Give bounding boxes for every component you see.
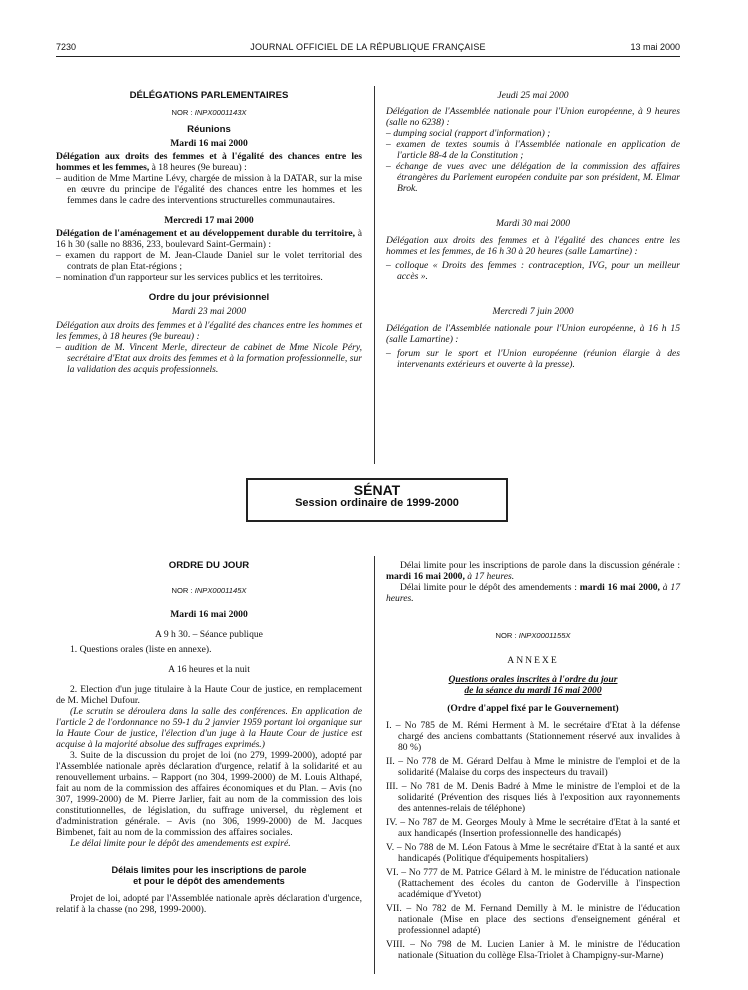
agenda-point: 1. Questions orales (liste en annexe). [70,644,212,655]
meeting-date: Mardi 16 mai 2000 [170,138,248,149]
annexe-column [386,560,680,964]
reunions-heading: Réunions [187,124,231,135]
nor-reference: NOR : INPX0001145X [171,586,247,595]
agenda-point: 2. Election d'un juge titulaire à la Haute Cour de justice, en remplacement de M. Michel Dufour. [56,684,362,706]
question-item: II. – No 778 de M. Gérard Delfau à Mme le ministre de l'emploi et de la solidarité (Malaise du corps des inspecteurs du travail) [386,756,680,778]
delegations-right-column [386,90,680,370]
delai-paragraph: Délai limite pour les inscriptions de parole dans la discussion générale : mardi 16 mai 2000, à 17 heures. [386,560,680,582]
meeting-date: Mardi 30 mai 2000 [496,218,570,229]
agenda-item: – colloque « Droits des femmes : contraception, IVG, pour un meilleur accès ». [386,260,680,282]
question-item: I. – No 785 de M. Rémi Herment à M. le secrétaire d'Etat à la défense chargé des anciens combattants (Stationnement réservé aux invalides à 80 %) [386,720,680,753]
meeting-text: Délégation aux droits des femmes et à l'égalité des chances entre les hommes et les femmes, à 18 heures (9e bureau) : [56,320,362,342]
question-item: VII. – No 782 de M. Fernand Demilly à M. le ministre de l'éducation nationale (Mise en place des sections d'enseignement général et professionnel adapté) [386,903,680,936]
delais-heading: et pour le dépôt des amendements [133,876,285,886]
nor-reference: NOR : INPX0001143X [171,108,247,117]
delegations-left-column [56,90,362,375]
meeting-date: Mercredi 7 juin 2000 [492,306,574,317]
delais-text: Projet de loi, adopté par l'Assemblée nationale après déclaration d'urgence, relatif à la chasse (no 298, 1999-2000). [56,893,362,915]
question-item: III. – No 781 de M. Denis Badré à Mme le ministre de l'emploi et de la solidarité (Prévention des risques liés à l'exposition aux rayonnements des antennes-relais de téléphone) [386,781,680,814]
session-date: Mardi 16 mai 2000 [170,609,248,620]
meeting-text: Délégation aux droits des femmes et à l'égalité des chances entre les hommes et les femmes, de 16 h 30 à 20 heures (salle Lamartine) : [386,235,680,257]
question-item: VIII. – No 798 de M. Lucien Lanier à M. le ministre de l'éducation nationale (Situation du collège Elsa-Triolet à Champigny-sur-Marne) [386,939,680,961]
questions-list [386,720,680,961]
agenda-item: – dumping social (rapport d'information) ; [386,128,680,139]
column-divider-bottom [374,556,375,974]
nor-reference: NOR : INPX0001155X [495,631,571,640]
agenda-item: – échange de vues avec une délégation de la commission des affaires étrangères du Parlement européen conduite par son président, M. Elmar Brok. [386,161,680,194]
page-header [56,42,680,56]
provisional-agenda-heading: Ordre du jour prévisionnel [148,292,270,303]
question-item: VI. – No 777 de M. Patrice Gélard à M. le ministre de l'éducation nationale (Rattachement des écoles du canton de Goderville à l'inspection académique d'Yvetot) [386,867,680,900]
section-title: DÉLÉGATIONS PARLEMENTAIRES [129,90,289,101]
agenda-point: 3. Suite de la discussion du projet de loi (no 279, 1999-2000), adopté par l'Assemblée nationale après déclaration d'urgence, relatif à la solidarité et au renouvellement urbains. – Rapport (no 304, 1999-2000) de M. Louis Althapé, fait au nom de la commission des affaires économiques et du Plan. – Avis (no 307, 1999-2000) de M. Pierre Jarlier, fait au nom de la commission des lois constitutionnelles, de législation, du suffrage universel, du règlement et d'administration générale. – Avis (no 306, 1999-2000) de M. Jacques Bimbenet, fait au nom de la commission des affaires sociales. [56,750,362,838]
senat-banner [246,478,508,522]
meeting-text: Délégation de l'Assemblée nationale pour l'Union européenne, à 16 h 15 (salle Lamartine) : [386,323,680,345]
agenda-item: – examen du rapport de M. Jean-Claude Daniel sur le volet territorial des contrats de plan Etat-régions ; [56,250,362,272]
journal-title: JOURNAL OFFICIEL DE LA RÉPUBLIQUE FRANÇAISE [250,42,486,52]
agenda-list [56,173,362,206]
agenda-item: – nomination d'un rapporteur sur les services publics et les territoires. [56,272,362,283]
section-title: ORDRE DU JOUR [168,560,250,571]
issue-date: 13 mai 2000 [630,42,680,52]
senat-subtitle: Session ordinaire de 1999-2000 [295,497,459,509]
ordre-du-jour-column [56,560,362,915]
meeting-date: Mercredi 17 mai 2000 [164,215,254,226]
meeting-date: Mardi 23 mai 2000 [172,306,246,317]
afternoon-time: A 16 heures et la nuit [168,664,250,675]
annexe-title: de la séance du mardi 16 mai 2000 [464,685,602,696]
agenda-list [386,260,680,282]
agenda-note: Le délai limite pour le dépôt des amendements est expiré. [70,838,291,849]
annexe-heading: ANNEXE [507,655,559,666]
seance-time: A 9 h 30. – Séance publique [155,629,263,640]
header-rule [56,56,680,57]
meeting-text: Délégation aux droits des femmes et à l'égalité des chances entre les hommes et les femmes, à 18 heures (9e bureau) : [56,151,362,173]
agenda-item: – forum sur le sport et l'Union européenne (réunion élargie à des intervenants extérieurs et ouverte à la presse). [386,348,680,370]
annexe-subtitle: (Ordre d'appel fixé par le Gouvernement) [447,703,619,714]
delai-paragraph: Délai limite pour le dépôt des amendements : mardi 16 mai 2000, à 17 heures. [386,582,681,604]
agenda-list [56,250,362,283]
agenda-item: – examen de textes soumis à l'Assemblée nationale en application de l'article 88-4 de la Constitution ; [386,139,680,161]
agenda-item: – audition de M. Vincent Merle, directeur de cabinet de Mme Nicole Péry, secrétaire d'Etat aux droits des femmes et à la formation professionnelle, sur la validation des acquis professionnels. [56,342,362,375]
question-item: IV. – No 787 de M. Georges Mouly à Mme le secrétaire d'Etat à la santé et aux handicapés (Insertion professionnelle des handicapés) [386,817,680,839]
meeting-text: Délégation de l'Assemblée nationale pour l'Union européenne, à 9 heures (salle no 6238) : [386,106,680,128]
agenda-list [386,128,680,194]
agenda-item: – audition de Mme Martine Lévy, chargée de mission à la DATAR, sur la mise en œuvre du principe de l'égalité des chances entre les hommes et les femmes dans le cadre des interventions structurelles communautaires. [56,173,362,206]
agenda-list [56,342,362,375]
delais-heading: Délais limites pour les inscriptions de parole [111,865,307,875]
meeting-date: Jeudi 25 mai 2000 [497,90,569,101]
meeting-text: Délégation de l'aménagement et au développement durable du territoire, à 16 h 30 (salle no 8836, 233, boulevard Saint-Germain) : [56,228,362,250]
column-divider-top [374,86,375,464]
senat-title: SÉNAT [353,482,401,498]
page-number: 7230 [56,42,77,52]
question-item: V. – No 788 de M. Léon Fatous à Mme le secrétaire d'Etat à la santé et aux handicapés (Politique d'équipements hospitaliers) [386,842,680,864]
annexe-title: Questions orales inscrites à l'ordre du jour [448,674,618,685]
agenda-list [386,348,680,370]
agenda-note: (Le scrutin se déroulera dans la salle des conférences. En application de l'article 2 de l'ordonnance no 59-1 du 2 janvier 1959 portant loi organique sur la Haute Cour de justice, l'élection d'un juge à la Haute Cour de justice est acquise à la majorité absolue des suffrages exprimés.) [56,706,362,750]
